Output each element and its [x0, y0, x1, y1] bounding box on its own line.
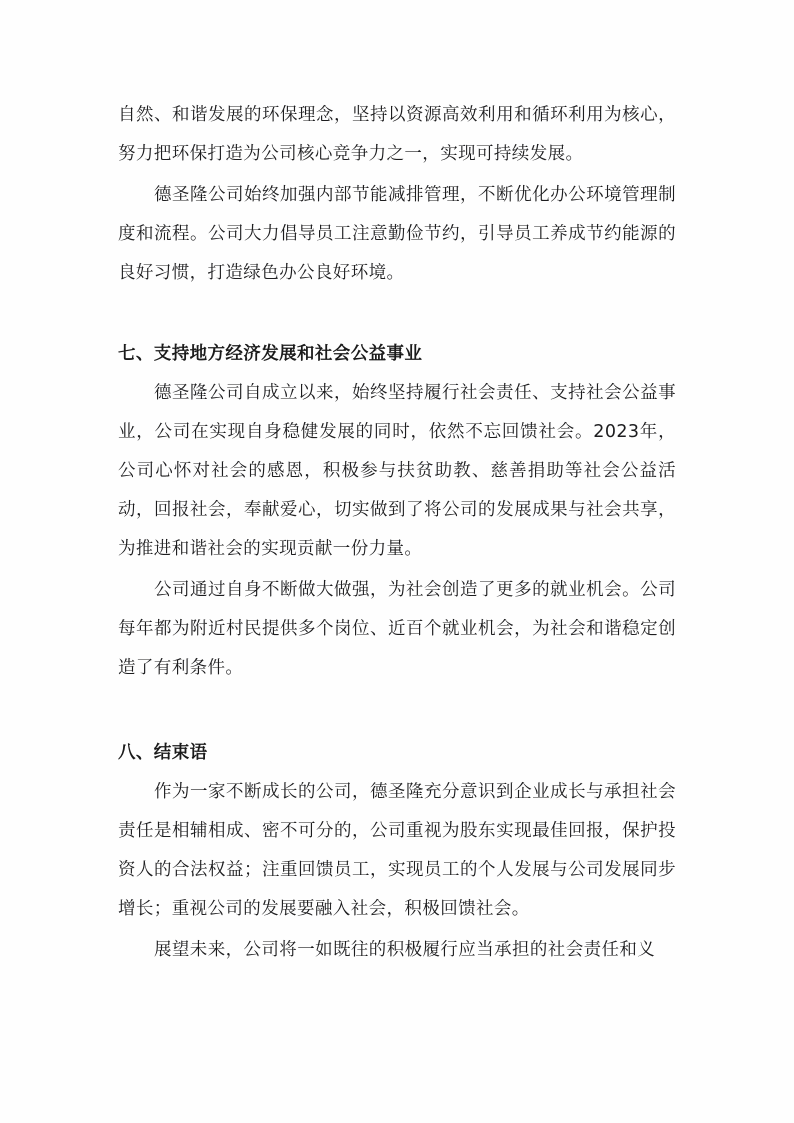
paragraph-conclusion-one: 作为一家不断成长的公司，德圣隆充分意识到企业成长与承担社会责任是相辅相成、密不可分的，公司重视为股东实现最佳回报，保护投资人的合法权益；注重回馈员工，实现员工的个人发展与公司发展同步增长；重视公司的发展要融入社会，积极回馈社会。	[118, 782, 676, 919]
spacer	[118, 293, 676, 335]
spacer	[118, 688, 676, 734]
paragraph-environment-concept: 自然、和谐发展的环保理念，坚持以资源高效利用和循环利用为核心，努力把环保打造为公司核心竞争力之一，实现可持续发展。	[118, 105, 676, 164]
paragraph-conclusion-two: 展望未来，公司将一如既往的积极履行应当承担的社会责任和义	[154, 940, 656, 960]
heading-section-eight: 八、结束语	[118, 743, 208, 763]
paragraph-public-welfare: 德圣隆公司自成立以来，始终坚持履行社会责任、支持社会公益事业，公司在实现自身稳健发展的同时，依然不忘回馈社会。2023年，公司心怀对社会的感恩，积极参与扶贫助教、慈善捐助等社会公益活动，回报社会，奉献爱心，切实做到了将公司的发展成果与社会共享，为推进和谐社会的实现贡献一份力量。	[118, 383, 676, 559]
document-body	[118, 96, 676, 970]
paragraph-employment-opportunities: 公司通过自身不断做大做强，为社会创造了更多的就业机会。公司每年都为附近村民提供多个岗位、近百个就业机会，为社会和谐稳定创造了有利条件。	[118, 580, 676, 678]
heading-section-seven: 七、支持地方经济发展和社会公益事业	[118, 344, 423, 364]
paragraph-energy-saving: 德圣隆公司始终加强内部节能减排管理，不断优化办公环境管理制度和流程。公司大力倡导员工注意勤俭节约，引导员工养成节约能源的良好习惯，打造绿色办公良好环境。	[118, 185, 676, 283]
